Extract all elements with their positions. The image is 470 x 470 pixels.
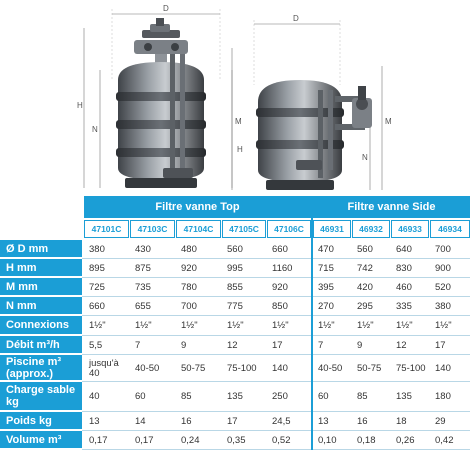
table-cell: 270 [318, 300, 334, 312]
table-cell: 250 [272, 391, 288, 402]
table-row [0, 336, 470, 355]
row-label: Piscine m³ (approx.) [0, 355, 82, 382]
table-cell: 430 [135, 243, 151, 255]
table-cell: 0,42 [435, 434, 454, 446]
row-label: Poids kg [0, 412, 82, 431]
dim-m-label-right: M [385, 117, 392, 126]
table-corner [0, 196, 82, 238]
table-row [0, 316, 470, 336]
table-cell: 1½" [272, 320, 289, 331]
table-cell: 380 [89, 243, 105, 255]
table-cell: 17 [227, 415, 238, 427]
dim-d-label: D [163, 4, 169, 13]
table-cell: 560 [357, 243, 373, 255]
table-cell: 1160 [272, 262, 293, 274]
table-cell: 700 [435, 243, 451, 255]
table-cell: 900 [435, 262, 451, 274]
group-separator [311, 196, 313, 450]
table-cell: 1½" [227, 320, 244, 331]
row-divider [82, 449, 470, 450]
table-row [0, 297, 470, 316]
table-cell: 0,35 [227, 434, 246, 446]
table-cell: 920 [272, 281, 288, 293]
table-cell: 380 [435, 300, 451, 312]
table-row [0, 355, 470, 382]
table-cell: 140 [272, 362, 288, 374]
table-cell: 24,5 [272, 415, 291, 427]
table-cell: 395 [318, 281, 334, 293]
table-cell: 520 [435, 281, 451, 293]
row-label: Connexions [0, 316, 82, 336]
top-valve-filter-drawing [77, 4, 242, 188]
table-cell: 40-50 [318, 362, 343, 374]
table-cell: 700 [181, 300, 197, 312]
table-cell: 9 [181, 339, 187, 351]
table-cell: 140 [435, 362, 451, 374]
table-cell: 13 [318, 415, 329, 427]
table-cell: 640 [396, 243, 412, 255]
table-cell: 50-75 [357, 362, 382, 374]
table-cell: 780 [181, 281, 197, 293]
table-cell: 895 [89, 262, 105, 274]
table-cell: 13 [89, 415, 100, 427]
table-cell: 40-50 [135, 362, 160, 374]
table-cell: 660 [89, 300, 105, 312]
dim-h-label: H [77, 101, 83, 110]
table-cell: 295 [357, 300, 373, 312]
table-cell: 0,18 [357, 434, 376, 446]
row-label: N mm [0, 297, 82, 316]
table-cell: 17 [435, 339, 446, 351]
product-code: 46933 [391, 220, 429, 238]
row-label: H mm [0, 259, 82, 278]
table-cell: 1½" [135, 320, 152, 331]
product-code: 46931 [313, 220, 351, 238]
table-cell: 855 [227, 281, 243, 293]
table-cell: 60 [135, 391, 146, 402]
table-cell: 1½" [435, 320, 452, 331]
table-cell: 0,17 [135, 434, 154, 446]
table-row [0, 412, 470, 431]
table-cell: 5,5 [89, 339, 103, 351]
dim-d-label-right: D [293, 14, 299, 23]
product-code: 47103C [130, 220, 175, 238]
table-cell: 29 [435, 415, 446, 427]
table-cell: 460 [396, 281, 412, 293]
table-cell: 7 [135, 339, 141, 351]
group-header-side: Filtre vanne Side [313, 196, 470, 218]
row-label: Ø D mm [0, 240, 82, 259]
product-code: 47101C [84, 220, 129, 238]
table-cell: 742 [357, 262, 373, 274]
table-cell: 850 [272, 300, 288, 312]
table-cell: 0,26 [396, 434, 415, 446]
table-cell: 735 [135, 281, 151, 293]
table-cell: 135 [227, 391, 243, 402]
table-cell: 7 [318, 339, 324, 351]
table-cell: 920 [181, 262, 197, 274]
table-cell: 660 [272, 243, 288, 255]
table-cell: 18 [396, 415, 407, 427]
table-cell: 85 [357, 391, 368, 402]
table-cell: 420 [357, 281, 373, 293]
table-row [0, 431, 470, 450]
dim-n-label: N [92, 125, 98, 134]
table-cell: 470 [318, 243, 334, 255]
table-cell: 75-100 [227, 362, 257, 374]
table-cell: 335 [396, 300, 412, 312]
table-cell: 17 [272, 339, 283, 351]
table-cell: 12 [396, 339, 407, 351]
table-cell: jusqu'à 40 [89, 357, 119, 379]
table-cell: 0,10 [318, 434, 337, 446]
table-cell: 16 [181, 415, 192, 427]
product-code: 47105C [222, 220, 266, 238]
product-code: 46932 [352, 220, 390, 238]
table-cell: 715 [318, 262, 334, 274]
table-cell: 995 [227, 262, 243, 274]
table-row [0, 278, 470, 297]
table-cell: 60 [318, 391, 329, 402]
table-cell: 50-75 [181, 362, 206, 374]
product-code: 46934 [430, 220, 470, 238]
table-cell: 560 [227, 243, 243, 255]
table-cell: 725 [89, 281, 105, 293]
table-cell: 9 [357, 339, 363, 351]
table-cell: 85 [181, 391, 192, 402]
table-cell: 1½" [396, 320, 413, 331]
table-cell: 0,52 [272, 434, 291, 446]
dim-h-label-right: H [237, 145, 243, 154]
table-cell: 1½" [357, 320, 374, 331]
row-label: Charge sable kg [0, 382, 82, 412]
table-cell: 875 [135, 262, 151, 274]
table-cell: 830 [396, 262, 412, 274]
dim-n-label-right: N [362, 153, 368, 162]
product-code: 47104C [176, 220, 221, 238]
table-cell: 655 [135, 300, 151, 312]
dim-m-label: M [235, 117, 242, 126]
table-row [0, 240, 470, 259]
table-cell: 1½" [181, 320, 198, 331]
table-row [0, 259, 470, 278]
table-cell: 180 [435, 391, 451, 402]
row-label: M mm [0, 278, 82, 297]
table-cell: 775 [227, 300, 243, 312]
table-cell: 1½" [318, 320, 335, 331]
table-cell: 480 [181, 243, 197, 255]
table-cell: 0,24 [181, 434, 200, 446]
table-cell: 0,17 [89, 434, 108, 446]
filter-drawings [0, 0, 470, 192]
row-label: Volume m³ [0, 431, 82, 450]
table-cell: 16 [357, 415, 368, 427]
table-cell: 1½" [89, 320, 106, 331]
row-label: Débit m³/h [0, 336, 82, 355]
table-cell: 135 [396, 391, 412, 402]
table-cell: 12 [227, 339, 238, 351]
product-code: 47106C [267, 220, 311, 238]
table-cell: 40 [89, 391, 100, 402]
table-row [0, 382, 470, 412]
table-cell: 14 [135, 415, 146, 427]
table-cell: 75-100 [396, 362, 426, 374]
side-valve-filter-drawing [232, 14, 392, 190]
group-header-top: Filtre vanne Top [84, 196, 311, 218]
